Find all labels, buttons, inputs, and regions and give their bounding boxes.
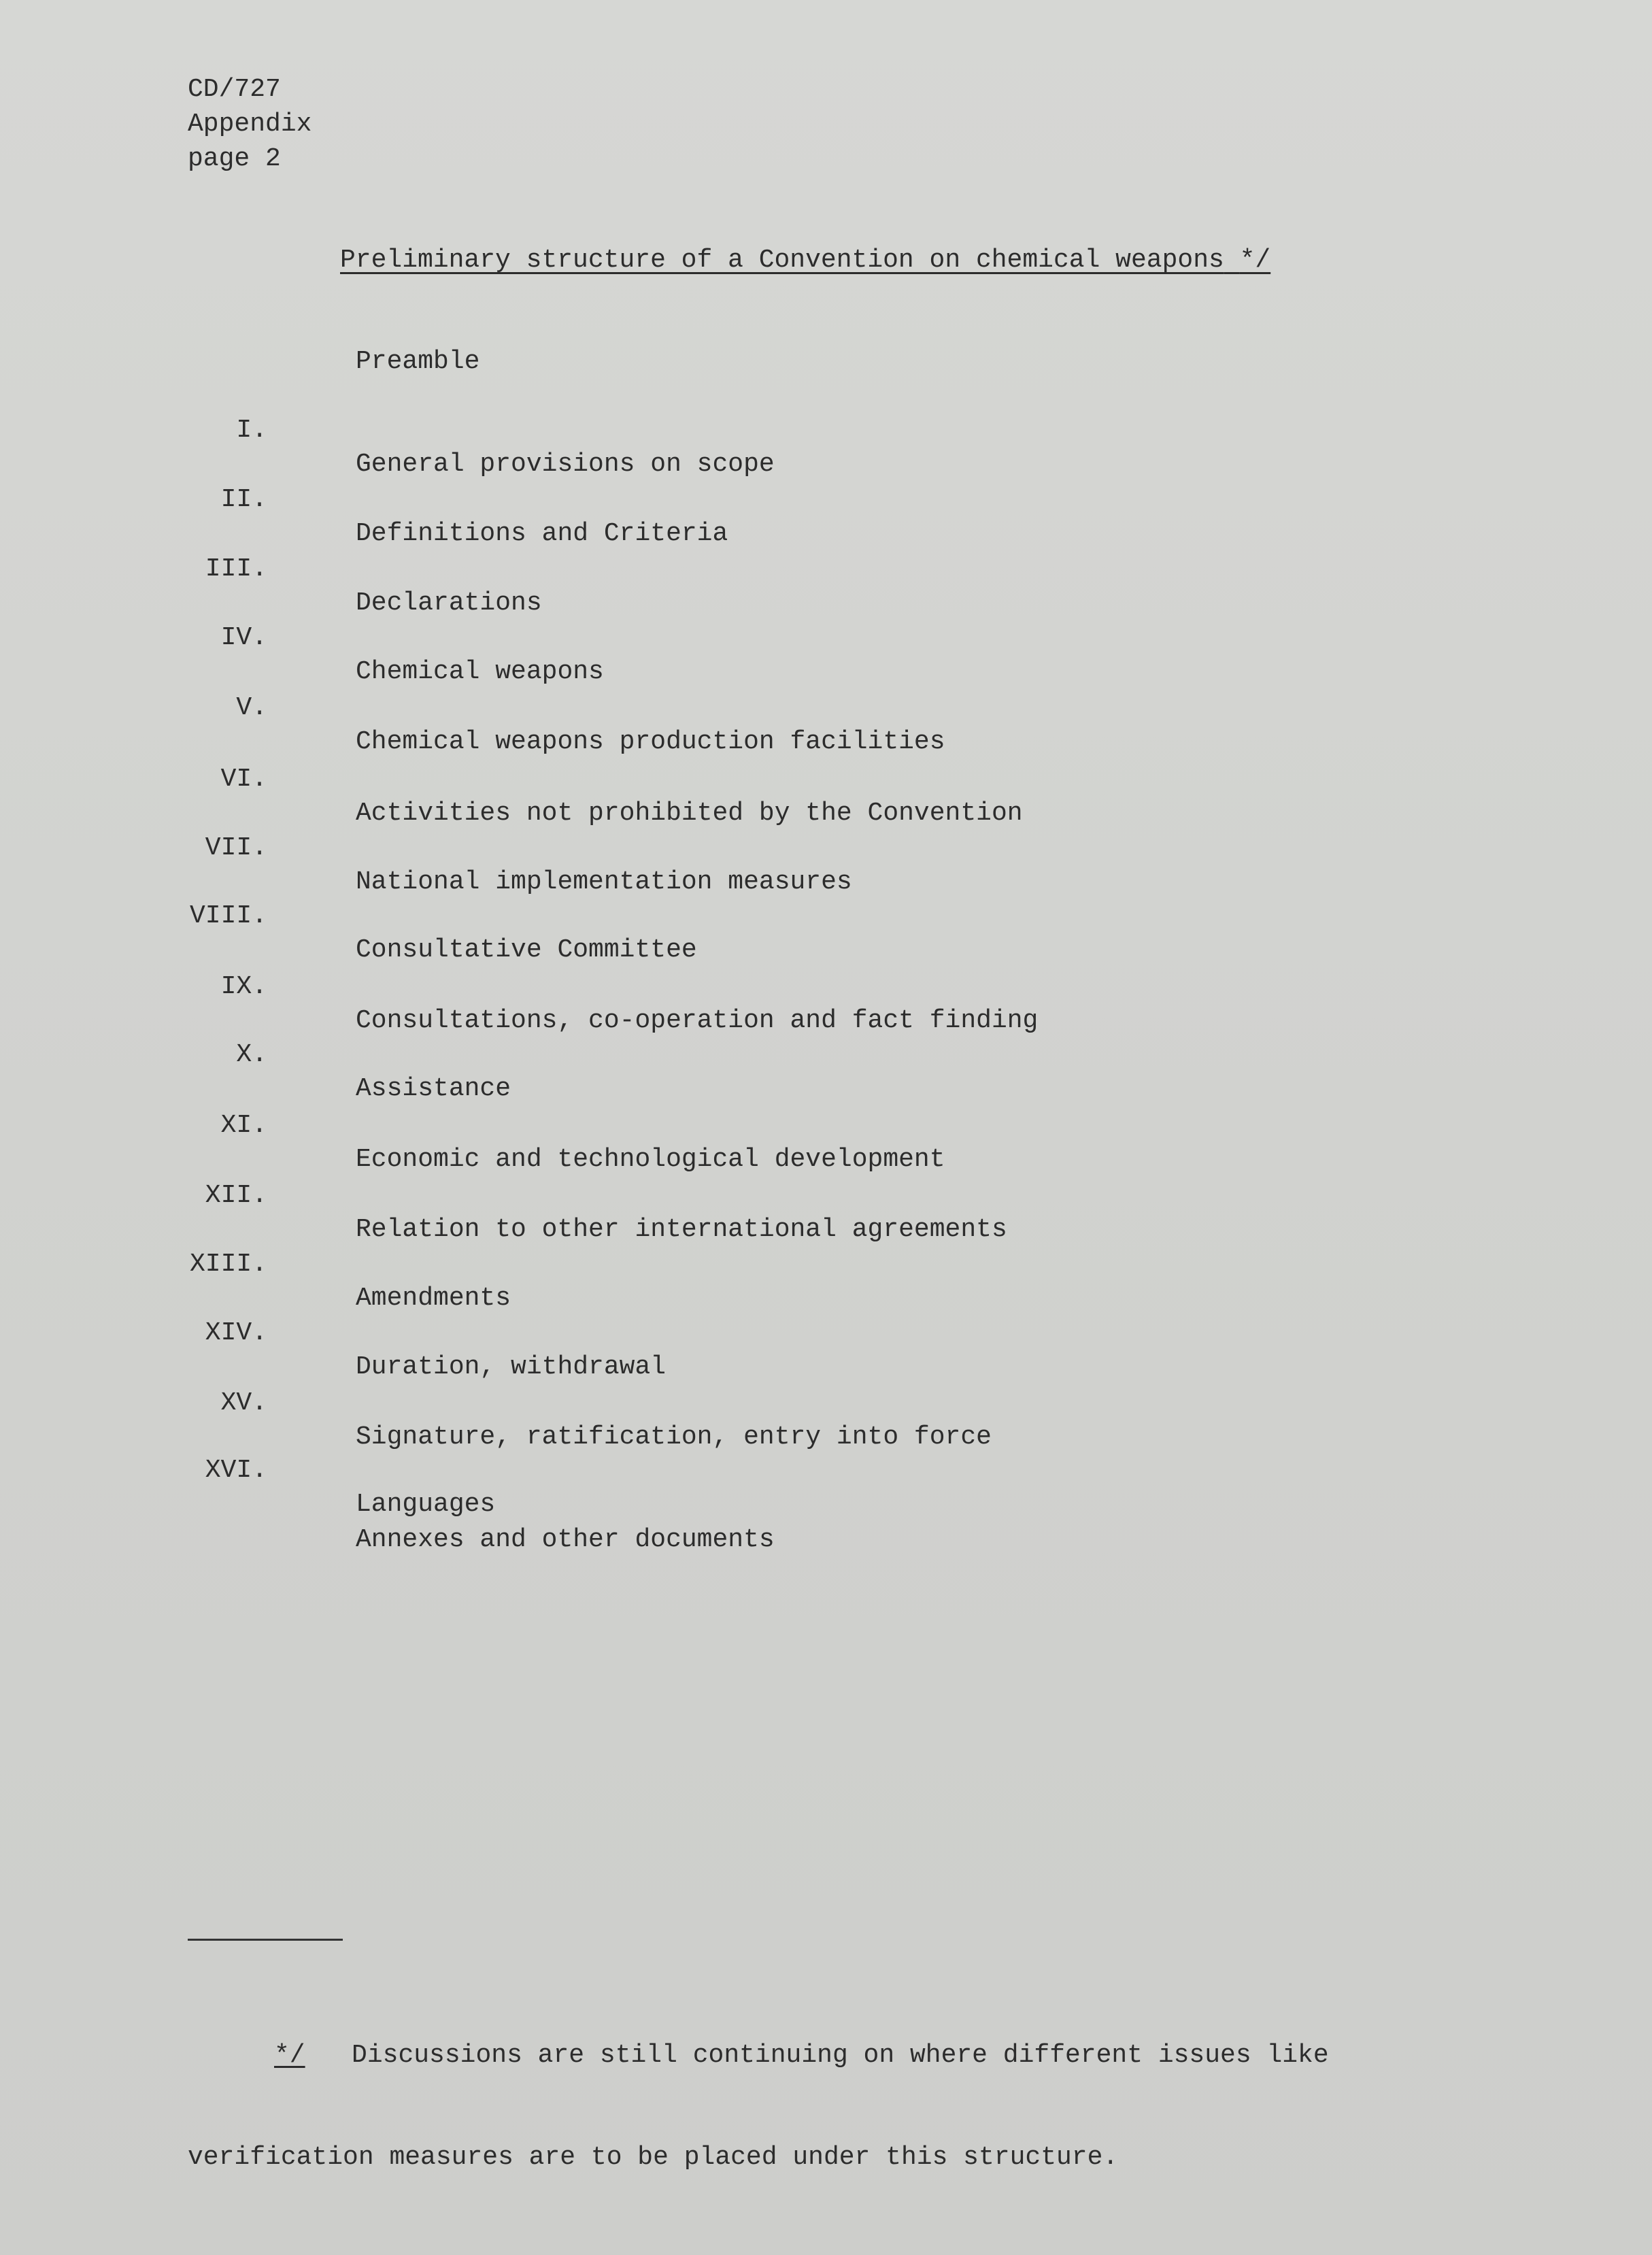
article-label: Consultative Committee bbox=[356, 935, 697, 965]
article-number: IV. bbox=[220, 623, 267, 652]
article-label: Amendments bbox=[356, 1284, 511, 1313]
page-number: page 2 bbox=[188, 144, 281, 173]
article-number: I. bbox=[236, 416, 267, 445]
article-label: Consultations, co-operation and fact finding bbox=[356, 1006, 1039, 1035]
article-row bbox=[0, 1420, 1652, 1556]
article-label: Economic and technological development bbox=[356, 1145, 945, 1174]
article-label: Duration, withdrawal bbox=[356, 1352, 667, 1382]
article-label: Chemical weapons bbox=[356, 657, 604, 686]
footnote-marker: */ bbox=[274, 2041, 305, 2070]
title-footnote-marker: */ bbox=[1239, 246, 1271, 275]
article-number: VIII. bbox=[189, 901, 267, 931]
article-number: III. bbox=[205, 554, 267, 584]
article-number: XIV. bbox=[205, 1318, 267, 1348]
article-label: Definitions and Criteria bbox=[356, 519, 728, 548]
footnote-text-1: Discussions are still continuing on where different issues like bbox=[352, 2041, 1329, 2070]
article-number: XIII. bbox=[189, 1250, 267, 1279]
article-number: VII. bbox=[205, 833, 267, 863]
article-label: Signature, ratification, entry into force bbox=[356, 1422, 992, 1452]
article-number: II. bbox=[220, 485, 267, 514]
footnote-divider bbox=[188, 1939, 343, 1941]
footnote-text-2: verification measures are to be placed under this structure. bbox=[188, 2143, 1119, 2172]
article-number: XII. bbox=[205, 1181, 267, 1210]
article-label: Declarations bbox=[356, 588, 542, 618]
doc-number: CD/727 bbox=[188, 75, 281, 104]
article-label: Chemical weapons production facilities bbox=[356, 727, 945, 756]
article-label: Languages bbox=[356, 1490, 496, 1519]
page-title bbox=[340, 244, 1270, 278]
article-number: X. bbox=[236, 1040, 267, 1069]
preamble-label: Preamble bbox=[356, 347, 480, 376]
article-label: Activities not prohibited by the Convention bbox=[356, 799, 1023, 828]
doc-section: Appendix bbox=[188, 110, 312, 139]
footnote bbox=[188, 1971, 1480, 2243]
document-header bbox=[188, 72, 311, 176]
footnote-line-1 bbox=[188, 2039, 1480, 2073]
article-number: IX. bbox=[220, 972, 267, 1001]
annexes-label: Annexes and other documents bbox=[356, 1525, 775, 1554]
article-label: Assistance bbox=[356, 1074, 511, 1103]
article-number: XV. bbox=[220, 1388, 267, 1418]
article-number: V. bbox=[236, 693, 267, 722]
title-text: Preliminary structure of a Convention on chemical weapons bbox=[340, 246, 1224, 275]
article-number: XVI. bbox=[205, 1456, 267, 1485]
article-number: XI. bbox=[220, 1111, 267, 1140]
article-label: General provisions on scope bbox=[356, 450, 775, 479]
article-label: Relation to other international agreements bbox=[356, 1215, 1007, 1244]
article-number: VI. bbox=[220, 765, 267, 794]
article-label: National implementation measures bbox=[356, 867, 852, 897]
